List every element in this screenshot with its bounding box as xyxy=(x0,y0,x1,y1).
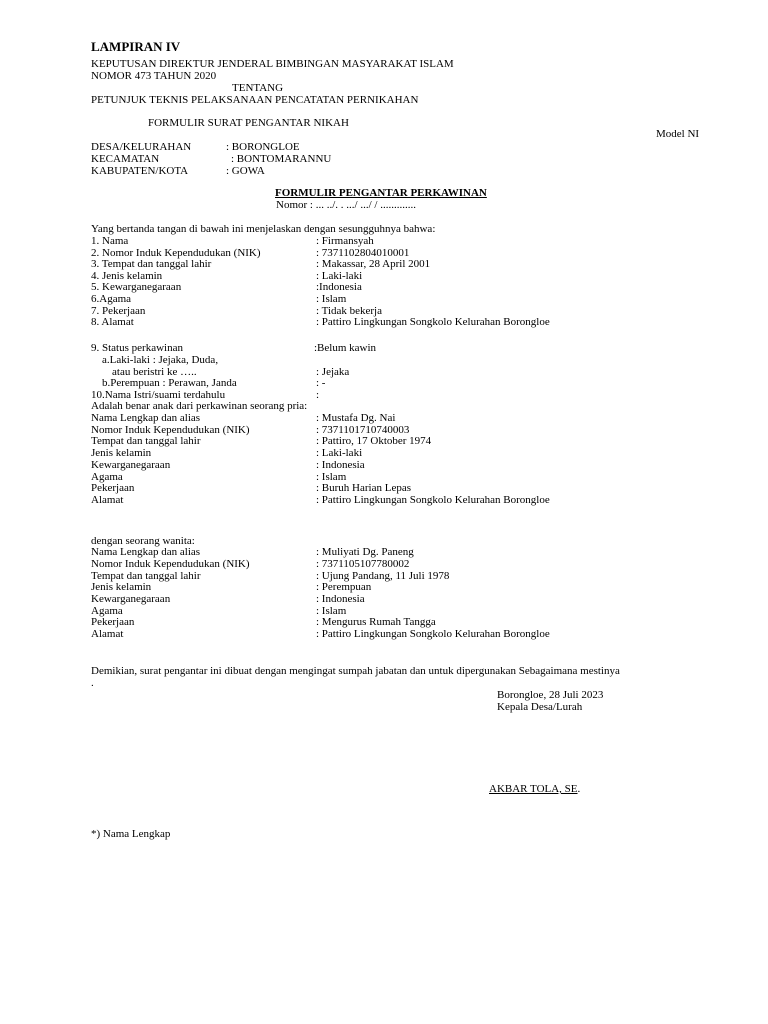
father-value: : Laki-laki xyxy=(316,447,363,459)
mother-value: : Muliyati Dg. Paneng xyxy=(316,546,414,558)
subject-value: : Pattiro Lingkungan Songkolo Kelurahan Borongloe xyxy=(316,316,550,328)
mother-label: Tempat dan tanggal lahir xyxy=(91,570,201,582)
closing-text: Demikian, surat pengantar ini dibuat dengan mengingat sumpah jabatan dan untuk dipergunakan Sebagaimana mestinya xyxy=(91,665,620,677)
mother-label: Agama xyxy=(91,605,123,617)
mother-intro: dengan seorang wanita: xyxy=(91,535,195,547)
status-value: :Belum kawin xyxy=(314,342,377,354)
status-a-value: : Jejaka xyxy=(316,366,350,378)
previous-spouse-value: : xyxy=(316,389,320,401)
mother-label: Nomor Induk Kependudukan (NIK) xyxy=(91,558,250,570)
closing-dot: . xyxy=(91,677,94,689)
nomor-line: NOMOR 473 TAHUN 2020 xyxy=(91,70,217,82)
father-intro: Adalah benar anak dari perkawinan seorang pria: xyxy=(91,400,308,412)
previous-spouse-label: 10.Nama Istri/suami terdahulu xyxy=(91,389,226,401)
formulir-surat-line: FORMULIR SURAT PENGANTAR NIKAH xyxy=(148,117,349,129)
form-nomor: Nomor : ... ../. . .../ .../ / ............. xyxy=(276,199,416,211)
mother-label: Nama Lengkap dan alias xyxy=(91,546,201,558)
subject-value: : Tidak bekerja xyxy=(316,305,382,317)
subject-value: : Firmansyah xyxy=(316,235,374,247)
form-title: FORMULIR PENGANTAR PERKAWINAN xyxy=(275,187,487,199)
mother-value: : Mengurus Rumah Tangga xyxy=(316,616,436,628)
status-b-value: : - xyxy=(316,377,326,389)
mother-value: : Islam xyxy=(316,605,347,617)
subject-value: : Makassar, 28 April 2001 xyxy=(316,258,431,270)
subject-label: 8. Alamat xyxy=(91,316,134,328)
footnote: *) Nama Lengkap xyxy=(91,828,171,840)
subject-label: 7. Pekerjaan xyxy=(91,305,146,317)
mother-value: : Indonesia xyxy=(316,593,365,605)
status-a-label: a.Laki-laki : Jejaka, Duda, xyxy=(102,354,219,366)
subject-label: 1. Nama xyxy=(91,235,129,247)
subject-label: 2. Nomor Induk Kependudukan (NIK) xyxy=(91,247,261,259)
father-label: Jenis kelamin xyxy=(91,447,152,459)
father-label: Nama Lengkap dan alias xyxy=(91,412,201,424)
father-label: Alamat xyxy=(91,494,124,506)
tentang-line: TENTANG xyxy=(232,82,284,94)
lampiran-heading: LAMPIRAN IV xyxy=(91,39,181,54)
signatory-name-wrap xyxy=(489,783,580,795)
father-label: Nomor Induk Kependudukan (NIK) xyxy=(91,424,250,436)
mother-value: : Ujung Pandang, 11 Juli 1978 xyxy=(316,570,450,582)
desa-label: DESA/KELURAHAN xyxy=(91,141,192,153)
mother-label: Jenis kelamin xyxy=(91,581,152,593)
status-label: 9. Status perkawinan xyxy=(91,342,183,354)
model-label: Model NI xyxy=(656,128,700,140)
signature-position: Kepala Desa/Lurah xyxy=(497,701,583,713)
intro-text: Yang bertanda tangan di bawah ini menjelaskan dengan sesungguhnya bahwa: xyxy=(91,223,436,235)
desa-value: : BORONGLOE xyxy=(226,141,300,153)
father-label: Kewarganegaraan xyxy=(91,459,171,471)
father-value: : 7371101710740003 xyxy=(316,424,410,436)
mother-value: : 7371105107780002 xyxy=(316,558,410,570)
status-b-label: b.Perempuan : Perawan, Janda xyxy=(102,377,237,389)
subject-value: : 7371102804010001 xyxy=(316,247,410,259)
subject-value: : Laki-laki xyxy=(316,270,363,282)
subject-value: :Indonesia xyxy=(316,281,362,293)
petunjuk-line: PETUNJUK TEKNIS PELAKSANAAN PENCATATAN PERNIKAHAN xyxy=(91,94,419,106)
mother-value: : Perempuan xyxy=(316,581,372,593)
father-value: : Buruh Harian Lepas xyxy=(316,482,411,494)
father-value: : Pattiro, 17 Oktober 1974 xyxy=(316,435,432,447)
father-label: Tempat dan tanggal lahir xyxy=(91,435,201,447)
mother-label: Pekerjaan xyxy=(91,616,135,628)
kecamatan-value: : BONTOMARANNU xyxy=(231,153,332,165)
signature-place-date: Borongloe, 28 Juli 2023 xyxy=(497,689,604,701)
father-label: Pekerjaan xyxy=(91,482,135,494)
father-value: : Pattiro Lingkungan Songkolo Kelurahan Borongloe xyxy=(316,494,550,506)
father-value: : Islam xyxy=(316,471,347,483)
signatory-name-dot: . xyxy=(577,783,581,795)
status-a-sub: atau beristri ke ….. xyxy=(112,366,197,378)
mother-label: Alamat xyxy=(91,628,124,640)
keputusan-line: KEPUTUSAN DIREKTUR JENDERAL BIMBINGAN MASYARAKAT ISLAM xyxy=(91,58,454,70)
subject-value: : Islam xyxy=(316,293,347,305)
kabupaten-label: KABUPATEN/KOTA xyxy=(91,165,189,177)
father-value: : Indonesia xyxy=(316,459,365,471)
father-label: Agama xyxy=(91,471,123,483)
subject-label: 5. Kewarganegaraan xyxy=(91,281,182,293)
subject-label: 3. Tempat dan tanggal lahir xyxy=(91,258,212,270)
father-value: : Mustafa Dg. Nai xyxy=(316,412,396,424)
kabupaten-value: : GOWA xyxy=(226,165,265,177)
kecamatan-label: KECAMATAN xyxy=(91,153,160,165)
mother-label: Kewarganegaraan xyxy=(91,593,171,605)
signatory-name: AKBAR TOLA, SE xyxy=(489,783,578,795)
mother-value: : Pattiro Lingkungan Songkolo Kelurahan Borongloe xyxy=(316,628,550,640)
subject-label: 6.Agama xyxy=(91,293,132,305)
subject-label: 4. Jenis kelamin xyxy=(91,270,163,282)
